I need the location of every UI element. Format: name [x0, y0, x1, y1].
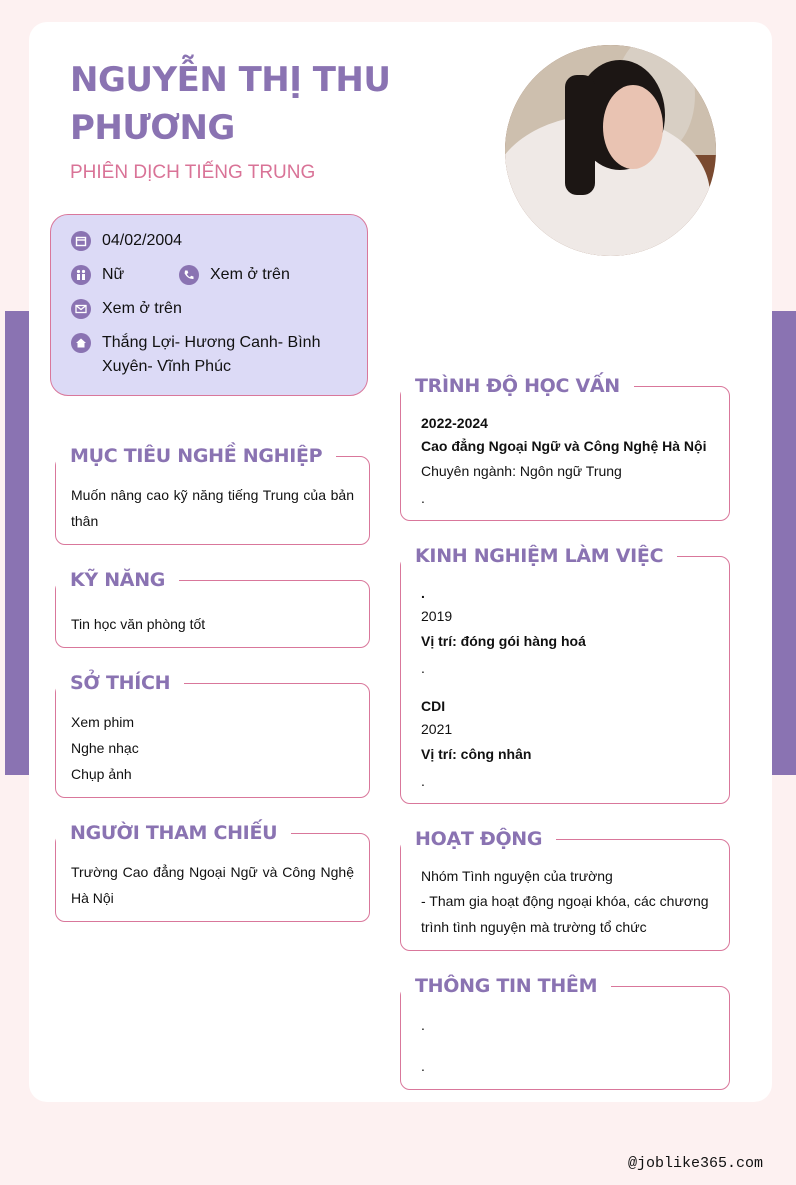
education-note: . — [421, 490, 425, 506]
phone-value: Xem ở trên — [210, 266, 290, 283]
job-position: Vị trí: đóng gói hàng hoá — [421, 633, 586, 649]
objective-title: MỤC TIÊU NGHỀ NGHIỆP — [56, 444, 336, 468]
additional-section — [400, 986, 730, 1090]
activity-line: trình tình nguyện mà trường tổ chức — [421, 919, 647, 935]
references-text: Trường Cao đẳng Ngoại Ngữ và Công Nghệ Hà Nội — [71, 864, 354, 906]
activity-line: - Tham gia hoạt động ngoại khóa, các chương — [421, 893, 709, 909]
education-school: Cao đẳng Ngoại Ngữ và Công Nghệ Hà Nội — [421, 438, 707, 454]
contact-phone — [179, 263, 290, 287]
job-description: . — [421, 773, 425, 789]
contact-birthday — [71, 229, 182, 253]
candidate-name: NGUYỄN THỊ THU PHƯƠNG — [70, 60, 391, 148]
gender-icon — [71, 265, 91, 285]
experience-title: KINH NGHIỆM LÀM VIỆC — [401, 544, 677, 568]
additional-line: . — [421, 1017, 425, 1033]
additional-title: THÔNG TIN THÊM — [401, 974, 611, 998]
email-value: Xem ở trên — [102, 300, 182, 317]
hobby-item: Chụp ảnh — [71, 766, 132, 782]
left-decor-band — [5, 311, 29, 775]
birthday-value: 04/02/2004 — [102, 232, 183, 249]
job-year: 2021 — [421, 721, 453, 737]
education-major: Chuyên ngành: Ngôn ngữ Trung — [421, 463, 622, 479]
additional-line: . — [421, 1058, 425, 1074]
activity-line: Nhóm Tình nguyện của trường — [421, 868, 613, 884]
skill-item: Tin học văn phòng tốt — [71, 616, 206, 632]
contact-address — [71, 331, 320, 379]
hobby-item: Xem phim — [71, 714, 135, 730]
address-line-1: Thắng Lợi- Hương Canh- Bình — [102, 334, 321, 351]
job-year: 2019 — [421, 608, 453, 624]
objective-text: Muốn nâng cao kỹ năng tiếng Trung của bản thân — [71, 487, 354, 529]
avatar-photo — [505, 45, 716, 256]
gender-value: Nữ — [102, 266, 125, 283]
education-period: 2022-2024 — [421, 415, 488, 431]
job-company: . — [421, 585, 425, 601]
activities-title: HOẠT ĐỘNG — [401, 827, 556, 851]
contact-gender — [71, 263, 124, 287]
watermark: @joblike365.com — [628, 1155, 764, 1172]
skills-title: KỸ NĂNG — [56, 568, 179, 592]
mail-icon — [71, 299, 91, 319]
job-title: PHIÊN DỊCH TIẾNG TRUNG — [70, 162, 316, 183]
job-description: . — [421, 660, 425, 676]
home-icon — [71, 333, 91, 353]
job-company: CDI — [421, 698, 446, 714]
hobbies-title: SỞ THÍCH — [56, 671, 184, 695]
calendar-icon — [71, 231, 91, 251]
phone-icon — [179, 265, 199, 285]
references-title: NGƯỜI THAM CHIẾU — [56, 821, 291, 845]
education-title: TRÌNH ĐỘ HỌC VẤN — [401, 374, 634, 398]
hobby-item: Nghe nhạc — [71, 740, 139, 756]
avatar — [505, 45, 716, 256]
job-position: Vị trí: công nhân — [421, 746, 532, 762]
address-line-2: Xuyên- Vĩnh Phúc — [102, 358, 231, 375]
contact-email — [71, 297, 182, 321]
right-decor-band — [772, 311, 796, 775]
